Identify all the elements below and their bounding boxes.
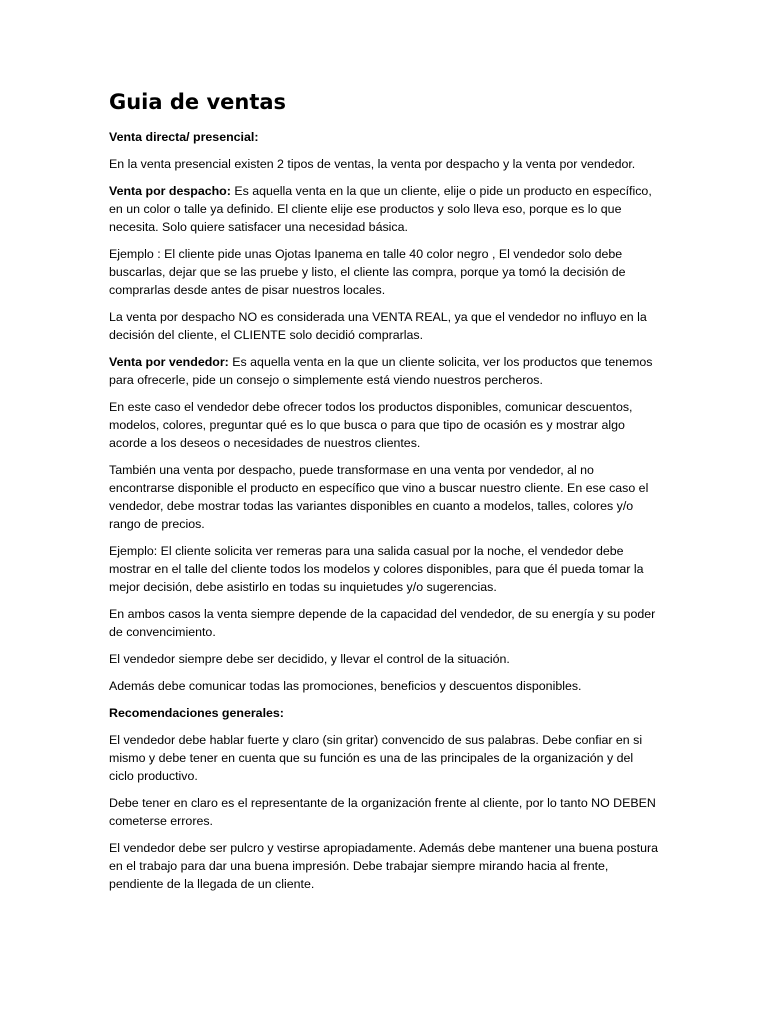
paragraph-ademas: Además debe comunicar todas las promociones, beneficios y descuentos disponibles.	[109, 679, 582, 693]
paragraph-venta-despacho	[109, 182, 659, 236]
text-venta-vendedor: Es aquella venta en la que un cliente solicita, ver los productos que tenemos para ofrecerle, pide un consejo o simplemente está viendo nuestros percheros.	[109, 355, 653, 387]
document-page	[109, 88, 659, 902]
paragraph-no-venta-real: La venta por despacho NO es considerada una VENTA REAL, ya que el vendedor no influyo en la decisión del cliente, el CLIENTE solo decidió comprarlas.	[109, 310, 647, 342]
paragraph-intro: En la venta presencial existen 2 tipos de ventas, la venta por despacho y la venta por vendedor.	[109, 157, 636, 171]
document-title: Guia de ventas	[109, 90, 287, 114]
label-venta-despacho: Venta por despacho:	[109, 184, 231, 198]
paragraph-venta-vendedor	[109, 353, 659, 389]
paragraph-tambien: También una venta por despacho, puede transformase en una venta por vendedor, al no encontrarse disponible el producto en específico que vino a buscar nuestro cliente. En ese caso el vendedor, debe mostrar todas las variantes disponibles en cuanto a modelos, talles, colores y/o rango de precios.	[109, 463, 649, 531]
paragraph-hablar: El vendedor debe hablar fuerte y claro (sin gritar) convencido de sus palabras. Debe confiar en si mismo y debe tener en cuenta que su función es una de las principales de la organización y del ciclo productivo.	[109, 733, 643, 783]
paragraph-decidido: El vendedor siempre debe ser decidido, y llevar el control de la situación.	[109, 652, 510, 666]
paragraph-debe-tener: Debe tener en claro es el representante de la organización frente al cliente, por lo tanto NO DEBEN cometerse errores.	[109, 796, 656, 828]
paragraph-ejemplo-2: Ejemplo: El cliente solicita ver remeras para una salida casual por la noche, el vendedor debe mostrar en el talle del cliente todos los modelos y colores disponibles, para que él pueda tomar la mejor decisión, debe asistirlo en todas su inquietudes y/o sugerencias.	[109, 544, 644, 594]
paragraph-ejemplo-1: Ejemplo : El cliente pide unas Ojotas Ipanema en talle 40 color negro , El vendedor solo debe buscarlas, dejar que se las pruebe y listo, el cliente las compra, porque ya tomó la decisión de comprarlas desde antes de pisar nuestros locales.	[109, 247, 626, 297]
text-venta-despacho: Es aquella venta en la que un cliente, elije o pide un producto en específico, en un color o talle ya definido. El cliente elije ese productos y solo lleva eso, porque es lo que necesita. Solo quiere satisfacer una necesidad básica.	[109, 184, 652, 234]
label-venta-vendedor: Venta por vendedor:	[109, 355, 229, 369]
paragraph-ambos-casos: En ambos casos la venta siempre depende de la capacidad del vendedor, de su energía y su poder de convencimiento.	[109, 607, 656, 639]
paragraph-este-caso: En este caso el vendedor debe ofrecer todos los productos disponibles, comunicar descuentos, modelos, colores, preguntar qué es lo que busca o para que tipo de ocasión es y mostrar algo acorde a los deseos o necesidades de nuestros clientes.	[109, 400, 633, 450]
paragraph-pulcro: El vendedor debe ser pulcro y vestirse apropiadamente. Además debe mantener una buena postura en el trabajo para dar una buena impresión. Debe trabajar siempre mirando hacia al frente, pendiente de la llegada de un cliente.	[109, 841, 658, 891]
heading-recomendaciones: Recomendaciones generales:	[109, 706, 284, 720]
heading-venta-directa: Venta directa/ presencial:	[109, 130, 259, 144]
